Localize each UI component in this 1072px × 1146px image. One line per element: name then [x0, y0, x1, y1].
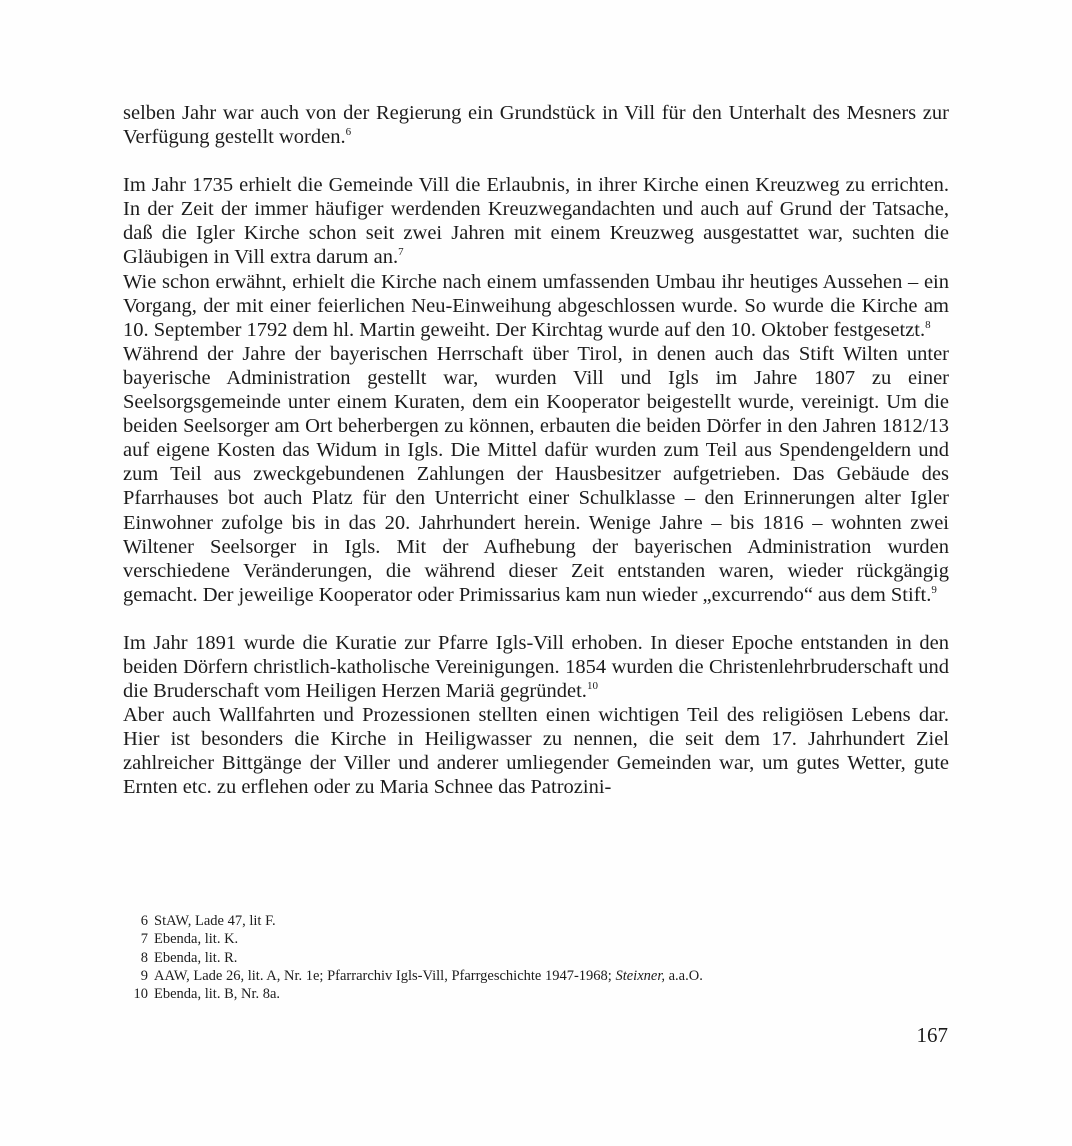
footnote-ref: 7	[398, 246, 404, 259]
footnote-number: 7	[140, 931, 148, 948]
footnote-number: 8	[140, 949, 148, 966]
footnote-number: 9	[140, 967, 148, 984]
footnote-author: Steixner,	[615, 967, 665, 984]
page-number: 167	[916, 1023, 948, 1047]
footnote	[118, 912, 918, 930]
footnote-text: Ebenda, lit. B, Nr. 8a.	[154, 986, 281, 1003]
paragraph	[123, 101, 949, 149]
paragraph	[123, 342, 949, 607]
footnote	[118, 985, 918, 1003]
footnote-number: 10	[133, 986, 148, 1003]
paragraph-text: Im Jahr 1891 wurde die Kuratie zur Pfarre Igls-Vill erhoben. In dieser Epoche entstanden in den beiden Dörfern christlich-katholische Vereinigungen. 1854 wurden die Christenlehrbruderschaft und die Bruderschaft vom Heiligen Herzen Mariä gegründet.	[123, 631, 949, 703]
paragraph	[123, 173, 949, 269]
footnote-text	[154, 967, 703, 985]
footnote-text: StAW, Lade 47, lit F.	[154, 913, 276, 929]
footnote	[118, 930, 918, 948]
footnote-ref: 9	[931, 583, 937, 596]
paragraph-text: Während der Jahre der bayerischen Herrschaft über Tirol, in denen auch das Stift Wilten unter bayerische Administration gestellt war, wurden Vill und Igls im Jahre 1807 zu einer Seelsorgsgemeinde unter einem Kuraten, dem ein Kooperator beigestellt wurde, vereinigt. Um die beiden Seelsorger am Ort beherbergen zu können, erbauten die beiden Dörfer in den Jahren 1812/13 auf eigene Kosten das Widum in Igls. Die Mittel dafür wurden zum Teil aus Spendengeldern und zum Teil aus zweckgebundenen Zahlungen der Hausbesitzer aufgetrieben. Das Gebäude des Pfarrhauses bot auch Platz für den Unterricht einer Schulklasse – den Erinnerungen alter Igler Einwohner zufolge bis in das 20. Jahrhundert herein. Wenige Jahre – bis 1816 – wohnten zwei Wiltener Seelsorger in Igls. Mit der Aufhebung der bayerischen Administration wurden verschiedene Veränderungen, die während dieser Zeit entstanden waren, wieder rückgängig gemacht. Der jeweilige Kooperator oder Primissarius kam nun wieder „excurrendo“ aus dem Stift.	[123, 342, 949, 606]
paragraph-text: Wie schon erwähnt, erhielt die Kirche nach einem umfassenden Umbau ihr heutiges Aussehen – ein Vorgang, der mit einer feierlichen Neu-Einweihung abgeschlossen wurde. So wurde die Kirche am 10. September 1792 dem hl. Martin geweiht. Der Kirchtag wurde auf den 10. Oktober festgesetzt.	[123, 270, 949, 341]
paragraph	[123, 703, 949, 799]
footnotes	[118, 912, 918, 1003]
footnote	[118, 967, 918, 985]
body-text	[123, 101, 949, 800]
footnote-text: Ebenda, lit. K.	[154, 931, 239, 948]
paragraph-text: selben Jahr war auch von der Regierung ein Grundstück in Vill für den Unterhalt des Mesners zur Verfügung gestellt worden.	[123, 102, 949, 149]
footnote-text-tail: a.a.O.	[665, 967, 703, 984]
footnote	[118, 949, 918, 967]
paragraph-text: Aber auch Wallfahrten und Prozessionen stellten einen wichtigen Teil des religiösen Lebens dar. Hier ist besonders die Kirche in Heiligwasser zu nennen, die seit dem 17. Jahrhundert Ziel zahlreicher Bittgänge der Viller und anderer umliegender Gemeinden war, um gutes Wetter, gute Ernten etc. zu erflehen oder zu Maria Schnee das Patrozini-	[123, 704, 949, 799]
footnote-ref: 8	[925, 318, 931, 331]
footnote-text: Ebenda, lit. R.	[154, 949, 238, 966]
footnote-text-main: AAW, Lade 26, lit. A, Nr. 1e; Pfarrarchiv Igls-Vill, Pfarrgeschichte 1947-1968;	[154, 967, 616, 984]
footnote-number: 6	[140, 913, 148, 929]
footnote-ref: 6	[345, 126, 352, 139]
paragraph-text: Im Jahr 1735 erhielt die Gemeinde Vill die Erlaubnis, in ihrer Kirche einen Kreuzweg zu errichten. In der Zeit der immer häufiger werdenden Kreuzwegandachten und auch auf Grund der Tatsache, daß die Igler Kirche schon seit zwei Jahren mit einem Kreuzweg ausgestattet war, suchten die Gläubigen in Vill extra darum an.	[123, 174, 949, 269]
paragraph	[123, 631, 949, 703]
footnote-ref: 10	[586, 680, 598, 693]
paragraph	[123, 270, 949, 342]
